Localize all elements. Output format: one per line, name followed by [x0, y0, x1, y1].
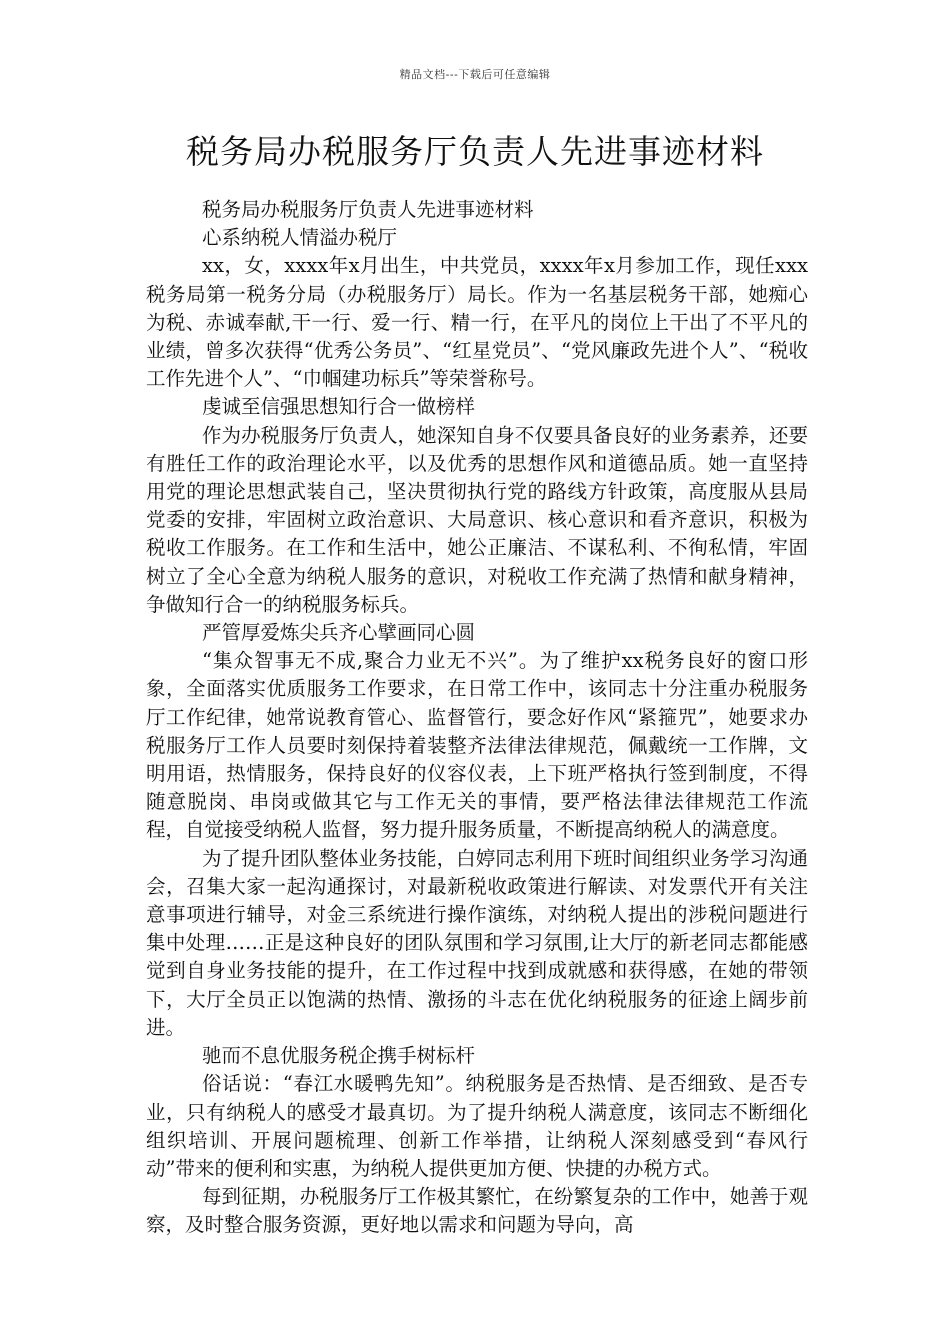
- section-heading: 虔诚至信强思想知行合一做榜样: [202, 395, 476, 419]
- body-paragraph: “集众智事无不成,聚合力业无不兴”。为了维护xx税务良好的窗口形象，全面落实优质服务工作要求，在日常工作中，该同志十分注重办税服务厅工作纪律，她常说教育管心、监督管行，要念好作风“紧箍咒”，她要求办税服务厅工作人员要时刻保持着装整齐法律法律规范，佩戴统一工作牌，文明用语，热情服务，保持良好的仪容仪表，上下班严格执行签到制度，不得随意脱岗、串岗或做其它与工作无关的事情，要严格法律法律规范工作流程，自觉接受纳税人监督，努力提升服务质量，不断提高纳税人的满意度。: [146, 649, 808, 842]
- section-heading: 驰而不息优服务税企携手树标杆: [202, 1044, 476, 1068]
- section-heading: 严管厚爱炼尖兵齐心擘画同心圆: [202, 621, 476, 645]
- subtitle-repeat: 税务局办税服务厅负责人先进事迹材料: [202, 198, 534, 221]
- body-paragraph: 每到征期，办税服务厅工作极其繁忙，在纷繁复杂的工作中，她善于观察，及时整合服务资源，更好地以需求和问题为导向，高: [146, 1185, 808, 1237]
- body-paragraph: 为了提升团队整体业务技能，白婷同志利用下班时间组织业务学习沟通会，召集大家一起沟通探讨，对最新税收政策进行解读、对发票代开有关注意事项进行辅导，对金三系统进行操作演练，对纳税人提出的涉税问题进行集中处理……正是这种良好的团队氛围和学习氛围,让大厅的新老同志都能感觉到自身业务技能的提升，在工作过程中找到成就感和获得感，在她的带领下，大厅全员正以饱满的热情、激扬的斗志在优化纳税服务的征途上阔步前进。: [146, 846, 808, 1039]
- document-title: 税务局办税服务厅负责人先进事迹材料: [186, 132, 764, 171]
- body-paragraph: 俗话说：“春江水暖鸭先知”。纳税服务是否热情、是否细致、是否专业，只有纳税人的感受才最真切。为了提升纳税人满意度，该同志不断细化组织培训、开展问题梳理、创新工作举措，让纳税人深刻感受到“春风行动”带来的便利和实惠，为纳税人提供更加方便、快捷的办税方式。: [146, 1072, 808, 1180]
- body-paragraph: xx，女，xxxx年x月出生，中共党员，xxxx年x月参加工作，现任xxx税务局第一税务分局（办税服务厅）局长。作为一名基层税务干部，她痴心为税、赤诚奉献,干一行、爱一行、精一行，在平凡的岗位上干出了不平凡的业绩，曾多次获得“优秀公务员”、“红星党员”、“党风廉政先进个人”、“税收工作先进个人”、“巾帼建功标兵”等荣誉称号。: [146, 254, 808, 391]
- body-paragraph: 作为办税服务厅负责人，她深知自身不仅要具备良好的业务素养，还要有胜任工作的政治理论水平，以及优秀的思想作风和道德品质。她一直坚持用党的理论思想武装自己，坚决贯彻执行党的路线方针政策，高度服从县局党委的安排，牢固树立政治意识、大局意识、核心意识和看齐意识，积极为税收工作服务。在工作和生活中，她公正廉洁、不谋私利、不徇私情，牢固树立了全心全意为纳税人服务的意识，对税收工作充满了热情和献身精神，争做知行合一的纳税服务标兵。: [146, 423, 808, 616]
- section-heading: 心系纳税人情溢办税厅: [202, 226, 398, 250]
- document-body: [146, 196, 808, 1240]
- header-note: 精品文档---下载后可任意编辑: [399, 68, 551, 81]
